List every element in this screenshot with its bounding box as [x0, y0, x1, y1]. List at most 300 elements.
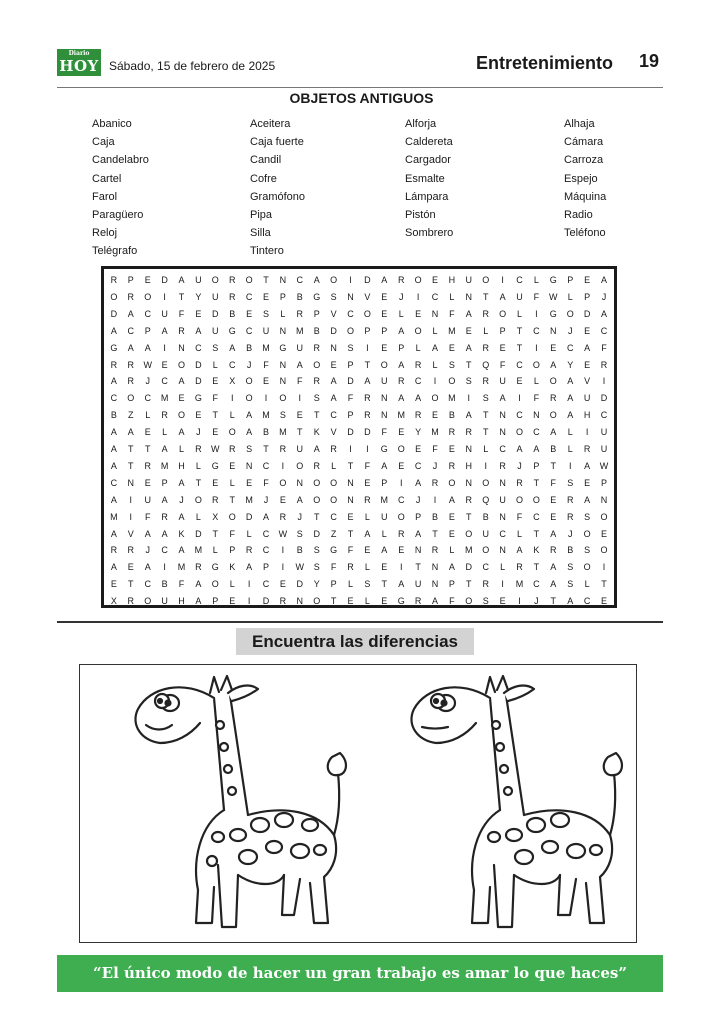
grid-letter[interactable]: I: [433, 494, 437, 505]
grid-letter[interactable]: O: [144, 596, 152, 607]
grid-letter[interactable]: L: [229, 579, 235, 590]
grid-letter[interactable]: R: [431, 477, 439, 488]
grid-letter[interactable]: P: [415, 511, 422, 522]
grid-letter[interactable]: F: [533, 393, 540, 404]
grid-letter[interactable]: L: [567, 427, 573, 438]
grid-letter[interactable]: A: [550, 427, 557, 438]
grid-letter[interactable]: R: [228, 444, 236, 454]
grid-letter[interactable]: A: [110, 562, 118, 573]
grid-letter[interactable]: R: [279, 596, 287, 607]
grid-letter[interactable]: E: [584, 325, 591, 336]
grid-letter[interactable]: K: [533, 545, 540, 556]
grid-letter[interactable]: J: [398, 291, 404, 302]
grid-letter[interactable]: P: [144, 325, 151, 336]
grid-letter[interactable]: H: [465, 460, 473, 471]
grid-letter[interactable]: E: [499, 596, 506, 607]
grid-letter[interactable]: W: [211, 444, 220, 454]
grid-letter[interactable]: O: [549, 410, 557, 421]
grid-letter[interactable]: O: [448, 376, 456, 387]
grid-letter[interactable]: C: [482, 562, 490, 573]
grid-letter[interactable]: E: [178, 393, 185, 404]
grid-letter[interactable]: I: [264, 393, 268, 404]
grid-letter[interactable]: A: [246, 562, 253, 573]
grid-letter[interactable]: I: [298, 393, 302, 404]
grid-letter[interactable]: C: [566, 342, 574, 353]
grid-letter[interactable]: E: [448, 444, 456, 454]
grid-letter[interactable]: O: [279, 477, 287, 488]
grid-letter[interactable]: O: [448, 477, 456, 488]
grid-letter[interactable]: P: [161, 477, 168, 488]
grid-letter[interactable]: E: [246, 477, 253, 488]
grid-letter[interactable]: E: [550, 511, 557, 522]
grid-letter[interactable]: R: [482, 376, 490, 387]
grid-letter[interactable]: L: [449, 291, 455, 302]
grid-letter[interactable]: R: [228, 291, 236, 302]
grid-letter[interactable]: U: [212, 291, 219, 302]
grid-letter[interactable]: W: [278, 528, 288, 539]
grid-letter[interactable]: T: [533, 477, 540, 488]
grid-letter[interactable]: H: [178, 596, 185, 607]
grid-letter[interactable]: F: [229, 528, 236, 539]
grid-letter[interactable]: I: [585, 427, 589, 438]
grid-letter[interactable]: G: [228, 325, 236, 336]
grid-letter[interactable]: J: [517, 460, 522, 471]
grid-letter[interactable]: E: [431, 275, 439, 285]
grid-letter[interactable]: B: [229, 308, 236, 319]
grid-letter[interactable]: A: [178, 545, 185, 556]
grid-letter[interactable]: N: [499, 511, 507, 522]
grid-letter[interactable]: N: [245, 460, 253, 471]
grid-letter[interactable]: M: [110, 511, 118, 522]
grid-letter[interactable]: T: [482, 291, 489, 302]
grid-letter[interactable]: D: [347, 427, 354, 438]
grid-letter[interactable]: N: [347, 291, 354, 302]
grid-letter[interactable]: I: [535, 308, 538, 319]
grid-letter[interactable]: U: [600, 427, 608, 438]
grid-letter[interactable]: Y: [415, 427, 422, 438]
grid-letter[interactable]: K: [229, 562, 236, 573]
grid-letter[interactable]: C: [347, 308, 354, 319]
grid-letter[interactable]: L: [195, 511, 202, 522]
grid-letter[interactable]: R: [228, 275, 236, 285]
grid-letter[interactable]: I: [602, 376, 606, 387]
grid-letter[interactable]: V: [330, 308, 337, 319]
grid-letter[interactable]: R: [212, 494, 219, 505]
grid-letter[interactable]: C: [533, 325, 540, 336]
grid-letter[interactable]: O: [211, 579, 219, 590]
grid-letter[interactable]: T: [144, 444, 151, 454]
grid-letter[interactable]: C: [228, 359, 236, 370]
grid-letter[interactable]: L: [381, 528, 387, 539]
grid-letter[interactable]: C: [414, 376, 422, 387]
grid-letter[interactable]: P: [364, 325, 371, 336]
grid-letter[interactable]: A: [584, 342, 591, 353]
grid-letter[interactable]: L: [432, 359, 438, 370]
grid-letter[interactable]: L: [212, 545, 218, 556]
grid-letter[interactable]: R: [482, 342, 490, 353]
grid-letter[interactable]: R: [245, 545, 253, 556]
grid-letter[interactable]: R: [448, 460, 456, 471]
grid-letter[interactable]: T: [263, 275, 269, 285]
grid-letter[interactable]: O: [549, 376, 557, 387]
grid-letter[interactable]: S: [482, 596, 489, 607]
grid-letter[interactable]: A: [364, 376, 371, 387]
grid-letter[interactable]: J: [415, 494, 421, 505]
grid-letter[interactable]: E: [127, 562, 134, 573]
grid-letter[interactable]: F: [297, 376, 303, 387]
grid-letter[interactable]: F: [550, 477, 557, 488]
grid-letter[interactable]: E: [499, 342, 506, 353]
grid-letter[interactable]: A: [465, 410, 472, 421]
grid-letter[interactable]: E: [550, 342, 557, 353]
grid-letter[interactable]: N: [279, 275, 287, 285]
grid-letter[interactable]: O: [313, 494, 321, 505]
grid-letter[interactable]: A: [465, 342, 472, 353]
grid-letter[interactable]: E: [448, 528, 456, 539]
grid-letter[interactable]: R: [296, 308, 304, 319]
grid-letter[interactable]: O: [313, 359, 321, 370]
grid-letter[interactable]: R: [110, 545, 118, 556]
grid-letter[interactable]: O: [532, 359, 541, 370]
grid-letter[interactable]: M: [431, 427, 439, 438]
grid-letter[interactable]: L: [516, 528, 523, 539]
grid-letter[interactable]: C: [110, 393, 118, 404]
grid-letter[interactable]: E: [279, 579, 287, 590]
grid-letter[interactable]: U: [381, 376, 388, 387]
grid-letter[interactable]: O: [296, 460, 304, 471]
grid-letter[interactable]: S: [279, 410, 287, 421]
grid-letter[interactable]: G: [279, 342, 287, 353]
grid-letter[interactable]: Y: [567, 359, 574, 370]
grid-letter[interactable]: S: [584, 545, 591, 556]
grid-letter[interactable]: A: [246, 410, 253, 421]
grid-letter[interactable]: F: [449, 308, 455, 319]
grid-letter[interactable]: L: [246, 528, 252, 539]
grid-letter[interactable]: O: [346, 325, 355, 336]
grid-letter[interactable]: R: [414, 410, 422, 421]
grid-letter[interactable]: S: [364, 579, 371, 590]
grid-letter[interactable]: A: [161, 528, 168, 539]
grid-letter[interactable]: R: [279, 511, 287, 522]
grid-letter[interactable]: E: [229, 460, 236, 471]
grid-letter[interactable]: N: [499, 427, 507, 438]
grid-letter[interactable]: A: [567, 376, 574, 387]
grid-letter[interactable]: U: [482, 528, 490, 539]
grid-letter[interactable]: T: [212, 528, 219, 539]
grid-letter[interactable]: U: [499, 376, 507, 387]
grid-letter[interactable]: P: [313, 308, 320, 319]
grid-letter[interactable]: I: [349, 275, 352, 285]
grid-letter[interactable]: A: [313, 275, 320, 285]
grid-letter[interactable]: L: [280, 308, 286, 319]
grid-letter[interactable]: A: [398, 359, 405, 370]
grid-letter[interactable]: L: [449, 545, 455, 556]
grid-letter[interactable]: A: [415, 477, 422, 488]
grid-letter[interactable]: A: [110, 460, 118, 471]
grid-letter[interactable]: D: [313, 528, 321, 539]
grid-letter[interactable]: A: [448, 494, 456, 505]
grid-letter[interactable]: F: [263, 477, 269, 488]
grid-letter[interactable]: T: [229, 494, 236, 505]
grid-letter[interactable]: O: [583, 528, 591, 539]
grid-letter[interactable]: I: [399, 562, 403, 573]
grid-letter[interactable]: N: [550, 325, 557, 336]
grid-letter[interactable]: X: [110, 596, 118, 607]
grid-letter[interactable]: R: [516, 477, 523, 488]
grid-letter[interactable]: N: [296, 477, 304, 488]
grid-letter[interactable]: O: [482, 477, 490, 488]
grid-letter[interactable]: R: [566, 511, 574, 522]
grid-letter[interactable]: A: [110, 376, 118, 387]
grid-letter[interactable]: R: [465, 494, 473, 505]
grid-letter[interactable]: E: [584, 275, 591, 285]
grid-letter[interactable]: R: [127, 596, 135, 607]
grid-letter[interactable]: J: [145, 376, 151, 387]
grid-letter[interactable]: P: [533, 460, 540, 471]
grid-letter[interactable]: D: [161, 275, 169, 285]
grid-letter[interactable]: P: [262, 562, 270, 573]
grid-letter[interactable]: I: [535, 342, 538, 353]
grid-letter[interactable]: A: [330, 393, 337, 404]
grid-letter[interactable]: A: [178, 275, 185, 285]
grid-letter[interactable]: S: [212, 342, 219, 353]
grid-letter[interactable]: A: [600, 308, 608, 319]
grid-letter[interactable]: A: [178, 511, 185, 522]
grid-letter[interactable]: C: [245, 291, 253, 302]
grid-letter[interactable]: S: [313, 545, 320, 556]
grid-letter[interactable]: T: [482, 410, 489, 421]
grid-letter[interactable]: T: [263, 444, 269, 454]
grid-letter[interactable]: R: [279, 444, 287, 454]
grid-letter[interactable]: L: [567, 444, 573, 454]
grid-letter[interactable]: C: [127, 325, 135, 336]
grid-letter[interactable]: G: [313, 291, 321, 302]
grid-letter[interactable]: I: [247, 579, 251, 590]
grid-letter[interactable]: A: [195, 579, 202, 590]
grid-letter[interactable]: E: [600, 528, 608, 539]
grid-letter[interactable]: P: [600, 477, 608, 488]
grid-letter[interactable]: O: [363, 308, 372, 319]
grid-letter[interactable]: N: [279, 376, 287, 387]
grid-letter[interactable]: M: [515, 579, 524, 590]
grid-letter[interactable]: M: [194, 545, 203, 556]
grid-letter[interactable]: A: [381, 545, 388, 556]
grid-letter[interactable]: T: [601, 579, 607, 590]
grid-letter[interactable]: R: [431, 545, 439, 556]
grid-letter[interactable]: E: [398, 460, 405, 471]
grid-letter[interactable]: A: [398, 579, 405, 590]
grid-letter[interactable]: S: [567, 562, 574, 573]
grid-letter[interactable]: A: [567, 596, 574, 607]
grid-letter[interactable]: O: [583, 562, 591, 573]
grid-letter[interactable]: A: [246, 427, 253, 438]
grid-letter[interactable]: J: [246, 359, 252, 370]
grid-letter[interactable]: F: [516, 511, 523, 522]
grid-letter[interactable]: B: [296, 545, 303, 556]
grid-letter[interactable]: C: [245, 325, 253, 336]
grid-letter[interactable]: O: [414, 275, 422, 285]
grid-letter[interactable]: Y: [313, 579, 320, 590]
grid-letter[interactable]: P: [212, 596, 219, 607]
grid-letter[interactable]: E: [364, 545, 371, 556]
grid-letter[interactable]: N: [431, 562, 439, 573]
grid-letter[interactable]: C: [262, 545, 270, 556]
grid-letter[interactable]: J: [145, 545, 151, 556]
grid-letter[interactable]: R: [195, 444, 202, 454]
grid-letter[interactable]: L: [567, 291, 573, 302]
newspaper-logo[interactable]: [57, 49, 101, 76]
grid-letter[interactable]: E: [330, 359, 337, 370]
giraffe-left-image[interactable]: [88, 665, 367, 941]
grid-letter[interactable]: I: [281, 562, 285, 573]
grid-letter[interactable]: L: [398, 308, 404, 319]
grid-letter[interactable]: E: [381, 308, 388, 319]
grid-letter[interactable]: F: [212, 393, 219, 404]
grid-letter[interactable]: A: [178, 477, 185, 488]
grid-letter[interactable]: E: [415, 308, 422, 319]
grid-letter[interactable]: C: [296, 275, 304, 285]
grid-letter[interactable]: S: [313, 393, 320, 404]
grid-letter[interactable]: M: [160, 393, 169, 404]
grid-letter[interactable]: E: [279, 494, 287, 505]
grid-letter[interactable]: C: [600, 410, 608, 421]
grid-letter[interactable]: R: [161, 511, 169, 522]
grid-letter[interactable]: E: [212, 427, 219, 438]
grid-letter[interactable]: S: [448, 359, 456, 370]
grid-letter[interactable]: L: [331, 460, 337, 471]
grid-letter[interactable]: A: [127, 308, 134, 319]
grid-letter[interactable]: I: [281, 460, 285, 471]
grid-letter[interactable]: O: [245, 275, 253, 285]
grid-letter[interactable]: M: [296, 325, 304, 336]
grid-letter[interactable]: C: [600, 325, 608, 336]
grid-letter[interactable]: F: [364, 460, 371, 471]
grid-letter[interactable]: T: [297, 427, 303, 438]
grid-letter[interactable]: R: [364, 393, 371, 404]
grid-letter[interactable]: P: [347, 359, 354, 370]
grid-letter[interactable]: N: [347, 477, 354, 488]
grid-letter[interactable]: E: [262, 291, 270, 302]
grid-letter[interactable]: R: [313, 376, 321, 387]
grid-letter[interactable]: R: [364, 410, 371, 421]
grid-letter[interactable]: T: [313, 511, 320, 522]
grid-letter[interactable]: R: [144, 460, 152, 471]
grid-letter[interactable]: G: [110, 342, 118, 353]
grid-letter[interactable]: W: [599, 460, 609, 471]
grid-letter[interactable]: E: [195, 410, 202, 421]
grid-letter[interactable]: F: [601, 342, 607, 353]
grid-letter[interactable]: M: [397, 410, 406, 421]
grid-letter[interactable]: D: [195, 376, 202, 387]
grid-letter[interactable]: P: [381, 477, 388, 488]
grid-letter[interactable]: R: [347, 562, 354, 573]
grid-letter[interactable]: L: [212, 359, 218, 370]
grid-letter[interactable]: A: [550, 562, 557, 573]
grid-letter[interactable]: A: [178, 427, 185, 438]
grid-letter[interactable]: T: [128, 579, 134, 590]
grid-letter[interactable]: F: [263, 359, 269, 370]
grid-letter[interactable]: D: [465, 562, 473, 573]
grid-letter[interactable]: L: [533, 376, 540, 387]
grid-letter[interactable]: O: [414, 325, 422, 336]
grid-letter[interactable]: L: [195, 460, 202, 471]
grid-letter[interactable]: O: [144, 291, 152, 302]
grid-letter[interactable]: C: [110, 477, 118, 488]
grid-letter[interactable]: L: [364, 596, 371, 607]
grid-letter[interactable]: R: [110, 359, 118, 370]
grid-letter[interactable]: E: [246, 308, 253, 319]
grid-letter[interactable]: H: [448, 275, 456, 285]
grid-letter[interactable]: A: [381, 460, 388, 471]
grid-letter[interactable]: E: [448, 511, 456, 522]
grid-letter[interactable]: I: [366, 342, 369, 353]
grid-letter[interactable]: E: [212, 477, 219, 488]
grid-letter[interactable]: B: [161, 579, 168, 590]
grid-letter[interactable]: T: [364, 359, 371, 370]
grid-letter[interactable]: A: [330, 376, 337, 387]
grid-letter[interactable]: D: [262, 596, 270, 607]
grid-letter[interactable]: E: [161, 359, 168, 370]
grid-letter[interactable]: U: [600, 444, 608, 454]
grid-letter[interactable]: A: [431, 596, 439, 607]
grid-letter[interactable]: L: [162, 427, 168, 438]
grid-letter[interactable]: R: [178, 325, 185, 336]
grid-letter[interactable]: C: [161, 545, 169, 556]
grid-letter[interactable]: S: [330, 291, 337, 302]
grid-letter[interactable]: S: [584, 511, 591, 522]
grid-letter[interactable]: R: [482, 308, 490, 319]
grid-letter[interactable]: O: [245, 393, 253, 404]
grid-letter[interactable]: H: [583, 410, 591, 421]
grid-letter[interactable]: U: [262, 325, 270, 336]
grid-letter[interactable]: N: [178, 342, 185, 353]
grid-letter[interactable]: N: [499, 477, 507, 488]
grid-letter[interactable]: O: [465, 528, 473, 539]
grid-letter[interactable]: A: [144, 342, 151, 353]
grid-letter[interactable]: U: [195, 275, 202, 285]
grid-letter[interactable]: T: [516, 342, 523, 353]
grid-letter[interactable]: P: [229, 545, 236, 556]
grid-letter[interactable]: N: [499, 545, 507, 556]
grid-letter[interactable]: U: [144, 494, 152, 505]
grid-letter[interactable]: R: [482, 579, 490, 590]
grid-letter[interactable]: M: [262, 342, 270, 353]
grid-letter[interactable]: I: [281, 545, 285, 556]
grid-letter[interactable]: T: [347, 528, 354, 539]
grid-letter[interactable]: I: [602, 562, 606, 573]
grid-letter[interactable]: R: [397, 528, 405, 539]
grid-letter[interactable]: B: [482, 511, 489, 522]
grid-letter[interactable]: N: [127, 477, 135, 488]
grid-letter[interactable]: K: [313, 427, 320, 438]
grid-letter[interactable]: U: [296, 444, 304, 454]
grid-letter[interactable]: T: [330, 596, 337, 607]
grid-letter[interactable]: I: [501, 579, 505, 590]
grid-letter[interactable]: B: [313, 325, 320, 336]
grid-letter[interactable]: W: [295, 562, 305, 573]
grid-letter[interactable]: A: [262, 511, 270, 522]
grid-letter[interactable]: D: [347, 376, 354, 387]
grid-letter[interactable]: R: [414, 596, 422, 607]
grid-letter[interactable]: I: [501, 275, 505, 285]
grid-letter[interactable]: N: [381, 410, 388, 421]
grid-letter[interactable]: M: [177, 562, 186, 573]
grid-letter[interactable]: R: [127, 359, 135, 370]
grid-letter[interactable]: L: [364, 511, 371, 522]
grid-letter[interactable]: A: [567, 393, 574, 404]
grid-letter[interactable]: C: [330, 511, 338, 522]
grid-letter[interactable]: E: [110, 579, 118, 590]
